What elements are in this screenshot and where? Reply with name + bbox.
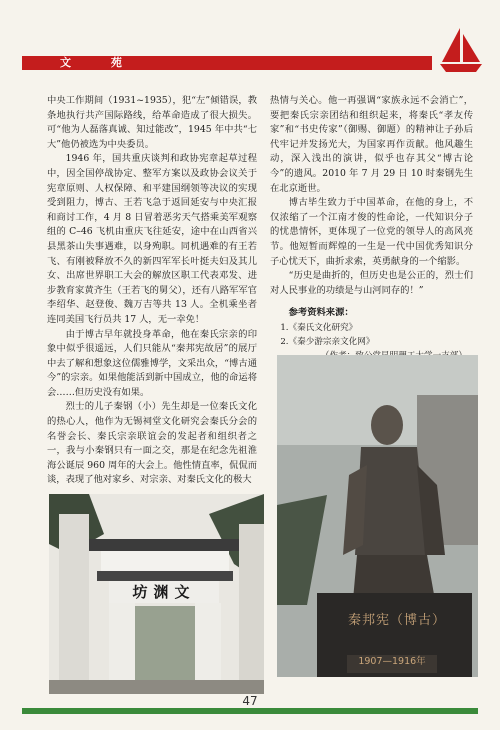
statue-years-inscription: 1907—1916年 (358, 656, 426, 667)
paragraph: 中央工作期间（1931~1935），犯“左”倾错误，教条地执行共产国际路线，给革命造成了很大损失。可“他为人磊落真诚、知过能改”，1945 年中共“七大”他仍被选为中央委员。 (47, 95, 257, 150)
page-number: 47 (242, 694, 258, 708)
archway-plaque: 坊渊文 (132, 583, 196, 601)
paragraph: 烈士的儿子秦钢（小）先生却是一位秦氏文化的热心人，他作为无锡祠堂文化研究会秦氏分会的名誉会长、秦氏宗亲联谊会的发起者和组织者之一，我与小秦钢只有一面之交，那是在纪念先祖淮海公诞辰 960 周年的大会上。他性情直率，侃侃而谈，表现了他对家乡、对宗亲、对秦氏文化的极大 (47, 401, 257, 486)
paragraph: “历史是曲折的，但历史也是公正的，烈士们对人民事业的功绩是与山河同存的！” (270, 270, 473, 296)
page-header (0, 0, 500, 82)
paragraph: 1946 年，国共重庆谈判和政协宪章起草过程中，因全国停战协定、整军方案以及政协会议关于宪章原则、人权保障、和平建国纲领等决议的实现受到阻力，博古、王若飞急于返回延安与中央汇报和商讨工作，4 月 8 日冒着恶劣天气搭乘美军观察组的 C–46 飞机由重庆飞往延安，途中在山西省兴县黑茶山失事遇难，以身殉职。同机遇难的有王若飞、有刚被释放不久的新四军军长叶挺夫妇及其儿女、出席世界职工大会的解放区职工代表邓发、进步教育家黄齐生（王若飞的舅父），还有八路军军官李绍华、赵登俊、魏万吉等共 13 人。全机乘坐者连同美国飞行员共 17 人，无一幸免！ (47, 153, 257, 325)
statue-photo (277, 355, 478, 677)
footer-bar (22, 708, 478, 714)
references-title: 参考资料来源： (288, 307, 354, 319)
reference-item: 2.《秦少游宗亲文化网》 (280, 336, 375, 347)
paragraph: 热情与关心。他一再强调“家族永远不会消亡”，要把秦氏宗亲团结和组织起来，将秦氏“孝友传家”和“书史传家”（御赐、御题）的精神让子孙后代牢记并发扬光大，为国家再作贡献。他风趣生动，深入浅出的演讲，似乎也存其父“博古论今”的遗风。2010 年 7 月 29 日 10 时秦钢先生在北京逝世。 (270, 95, 473, 194)
sailboat-logo-icon (438, 26, 484, 74)
left-column (47, 94, 257, 488)
archway-photo (49, 494, 264, 694)
paragraph: 博古毕生致力于中国革命，在他的身上，不仅浓缩了一个江南才俊的性命论，一代知识分子的忧患情怀，更体现了一位党的领导人的高风亮节。他短暂而辉煌的一生是一代中国优秀知识分子心忧天下，曲折求索，英勇献身的一个缩影。 (270, 197, 473, 267)
right-column (270, 94, 473, 364)
reference-item: 1.《秦氏文化研究》 (280, 322, 358, 333)
section-title: 文 苑 (60, 56, 140, 69)
paragraph: 由于博古早年就投身革命，他在秦氏宗亲的印象中似乎很遥远，人们只能从“秦邦宪故居”的展厅中去了解和想象这位儒雅博学，文采出众，“博古通今”的宗亲。如果他能活到新中国成立，他的命运将会……但历史没有如果。 (47, 328, 257, 398)
statue-name-inscription: 秦邦宪（博古） (347, 613, 446, 628)
